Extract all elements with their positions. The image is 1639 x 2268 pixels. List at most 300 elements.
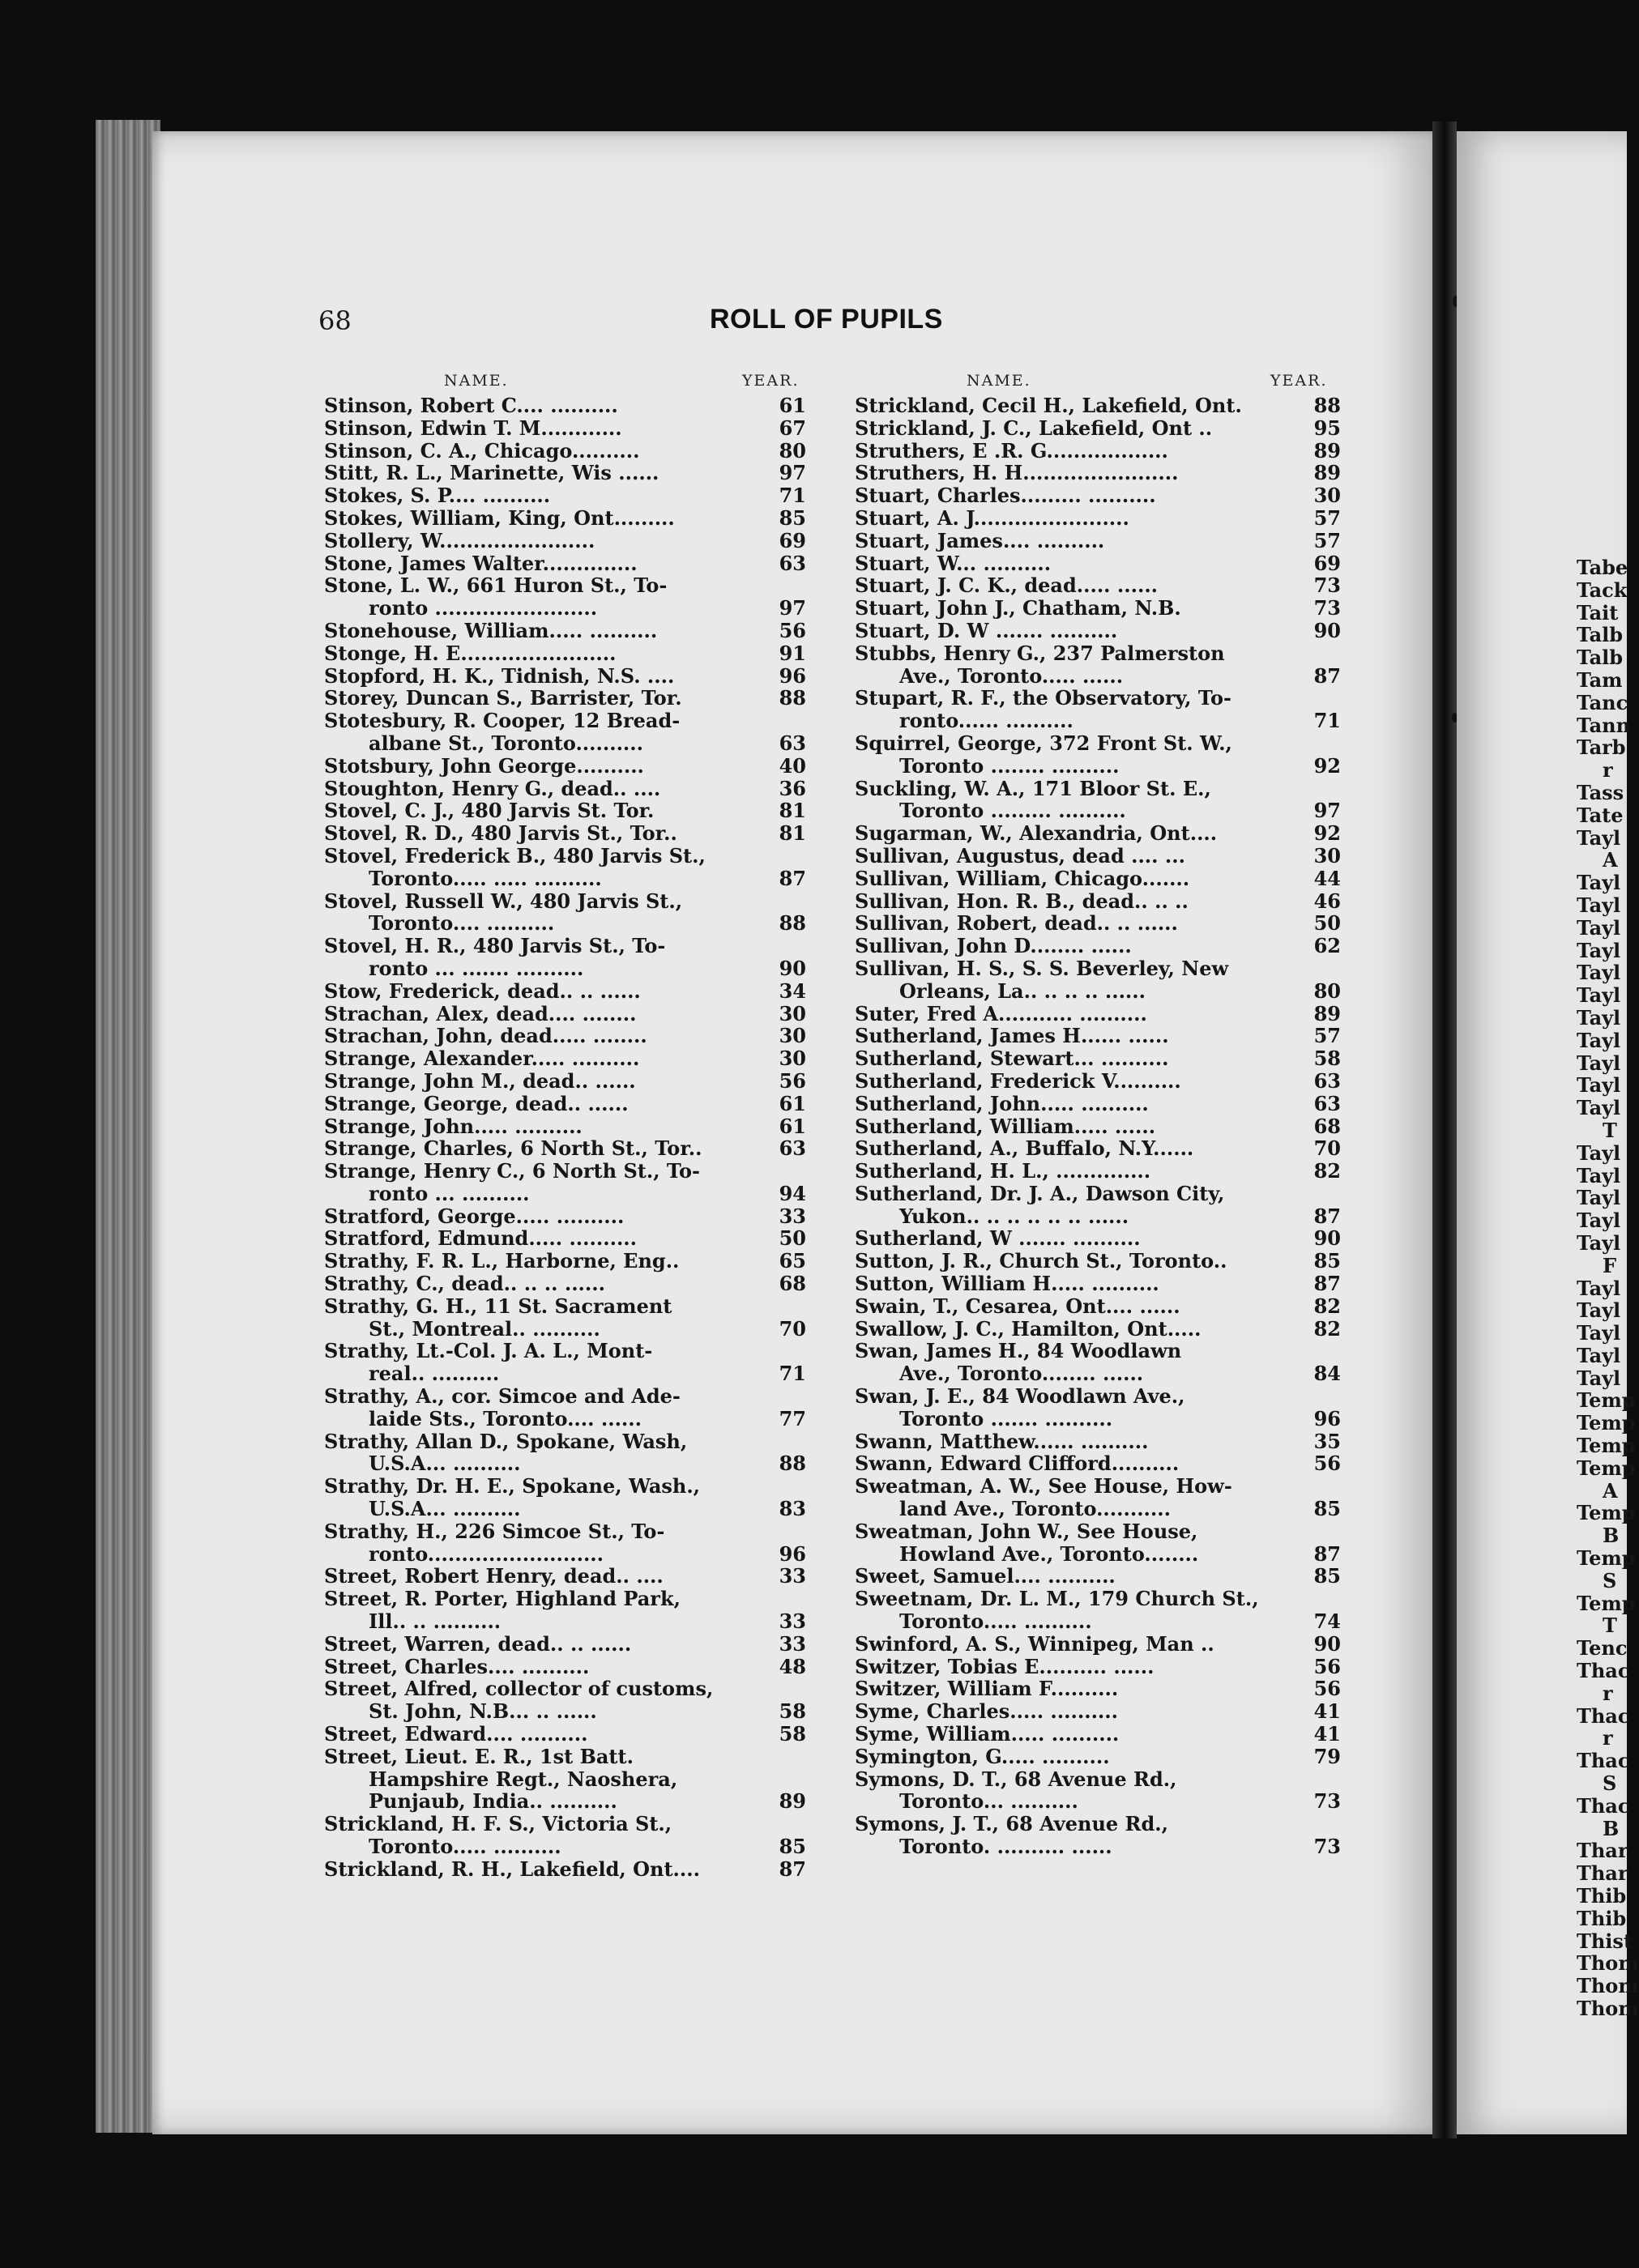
entry-year: 97 <box>1313 799 1341 823</box>
right-page-fragment: T <box>1603 1118 1617 1142</box>
right-page-fragment: Tabe <box>1577 556 1628 579</box>
right-page-fragment: Thib <box>1577 1906 1627 1930</box>
right-page-fragment: Tayl <box>1577 983 1621 1008</box>
roll-entry <box>324 935 806 980</box>
entry-year: 90 <box>1313 618 1341 642</box>
entry-name: Strathy, A., cor. Simcoe and Ade- laide Sts., Toronto.... ...... <box>324 1384 681 1430</box>
right-page-fragment: Tayl <box>1577 1366 1621 1390</box>
entry-year: 33 <box>779 1564 806 1588</box>
entry-name: Strange, John M., dead.. ...... <box>324 1068 636 1093</box>
entry-year: 85 <box>1313 1564 1341 1588</box>
entry-name: Strange, John..... .......... <box>324 1114 583 1138</box>
roll-entry <box>855 1746 1341 1768</box>
entry-name: Stone, L. W., 661 Huron St., To- ronto ........................ <box>324 573 668 620</box>
right-page-fragment: Thac <box>1577 1659 1630 1683</box>
roll-entry <box>324 687 806 710</box>
entry-name: Stubbs, Henry G., 237 Palmerston Ave., Toronto..... ...... <box>855 641 1225 688</box>
entry-year: 92 <box>1313 821 1341 846</box>
entry-name: Strickland, Cecil H., Lakefield, Ont. <box>855 394 1242 417</box>
entry-name: Stotsbury, John George.......... <box>324 753 644 778</box>
entry-name: Symons, J. T., 68 Avenue Rd., Toronto. .......... ...... <box>855 1812 1168 1858</box>
entry-name: Stratford, Edmund..... .......... <box>324 1226 638 1251</box>
right-page-fragment: Tayl <box>1577 1005 1621 1030</box>
middle-name-header: NAME. <box>967 372 1031 390</box>
entry-year: 41 <box>1313 1722 1341 1746</box>
roll-entry <box>324 1813 806 1858</box>
roll-entry <box>324 417 806 440</box>
right-page-fragment: Tenc <box>1577 1636 1628 1660</box>
entry-year: 96 <box>779 1541 806 1566</box>
entry-year: 71 <box>779 484 806 508</box>
right-page-fragment: Tayl <box>1577 1321 1621 1345</box>
entry-name: Stuart, A. J....................... <box>855 505 1129 530</box>
entry-year: 58 <box>779 1722 806 1746</box>
entry-year: 96 <box>779 663 806 688</box>
entry-year: 50 <box>779 1226 806 1251</box>
entry-name: Strathy, Lt.-Col. J. A. L., Mont- real.. .......... <box>324 1339 653 1386</box>
entry-year: 56 <box>1313 1452 1341 1476</box>
roll-entry <box>855 642 1341 688</box>
entry-name: Sutton, William H..... .......... <box>855 1272 1159 1296</box>
right-page-fragment: Tann <box>1577 713 1631 737</box>
roll-entry <box>855 1273 1341 1295</box>
entry-name: Strathy, F. R. L., Harborne, Eng.. <box>324 1249 680 1273</box>
roll-entry <box>324 890 806 936</box>
entry-name: Stokes, William, King, Ont......... <box>324 505 675 530</box>
right-page-fragment: Temp <box>1577 1456 1636 1480</box>
roll-entry <box>855 552 1341 575</box>
entry-year: 30 <box>1313 843 1341 868</box>
entry-name: Stonehouse, William..... .......... <box>324 618 658 642</box>
entry-year: 81 <box>779 799 806 823</box>
roll-entry <box>855 1183 1341 1228</box>
entry-name: Sutton, J. R., Church St., Toronto.. <box>855 1249 1227 1273</box>
roll-entry <box>855 957 1341 1003</box>
entry-name: Swain, T., Cesarea, Ont.... ...... <box>855 1294 1180 1318</box>
roll-entry <box>324 1160 806 1205</box>
entry-year: 67 <box>779 416 806 440</box>
roll-entry <box>324 1746 806 1813</box>
roll-entry <box>855 1633 1341 1656</box>
entry-year: 48 <box>779 1654 806 1678</box>
roll-entry <box>324 1115 806 1138</box>
entry-year: 68 <box>779 1272 806 1296</box>
roll-entry <box>855 1588 1341 1633</box>
right-page-fragment: Temp <box>1577 1501 1636 1525</box>
entry-year: 58 <box>779 1699 806 1724</box>
roll-entry <box>855 890 1341 913</box>
roll-entry <box>324 665 806 688</box>
entry-year: 65 <box>779 1249 806 1273</box>
entry-year: 81 <box>779 821 806 846</box>
entry-name: Sutherland, James H...... ...... <box>855 1024 1169 1048</box>
entry-name: Stinson, C. A., Chicago.......... <box>324 438 640 463</box>
roll-entry <box>855 1678 1341 1700</box>
entry-year: 73 <box>1313 1789 1341 1814</box>
entry-name: Sullivan, Augustus, dead .... ... <box>855 843 1185 868</box>
right-page-fragment: Thom <box>1577 1951 1639 1976</box>
entry-name: Sutherland, Frederick V.......... <box>855 1068 1181 1093</box>
roll-entry <box>855 574 1341 597</box>
roll-entry <box>324 822 806 845</box>
entry-year: 89 <box>1313 1001 1341 1025</box>
entry-name: Stitt, R. L., Marinette, Wis ...... <box>324 461 659 485</box>
right-page-fragment: S <box>1603 1771 1617 1796</box>
roll-entry <box>855 462 1341 484</box>
right-page-fragment: Tayl <box>1577 1140 1621 1165</box>
entry-name: Stokes, S. P.... .......... <box>324 484 551 508</box>
entry-name: Stratford, George..... .......... <box>324 1204 625 1228</box>
entry-year: 71 <box>1313 709 1341 733</box>
right-page-fragment: Talb <box>1577 623 1624 647</box>
right-page-fragment: Thom <box>1577 1974 1639 1998</box>
entry-year: 44 <box>1313 866 1341 890</box>
entry-name: Stovel, Frederick B., 480 Jarvis St., Toronto..... ..... .......... <box>324 843 706 890</box>
right-page-fragment: Tate <box>1577 803 1624 827</box>
entry-name: Strange, Alexander..... .......... <box>324 1047 640 1071</box>
entry-name: Sullivan, H. S., S. S. Beverley, New Orleans, La.. .. .. .. ...... <box>855 956 1229 1003</box>
page-title: ROLL OF PUPILS <box>710 304 943 335</box>
entry-name: Street, Lieut. E. R., 1st Batt. Hampshire Regt., Naoshera, Punjaub, India.. .......... <box>324 1744 678 1814</box>
roll-entry <box>324 552 806 575</box>
right-page-fragment: Thac <box>1577 1793 1630 1818</box>
roll-entry <box>324 574 806 620</box>
entry-year: 90 <box>779 956 806 980</box>
entry-year: 88 <box>779 1452 806 1476</box>
roll-entry <box>855 1565 1341 1588</box>
entry-year: 92 <box>1313 753 1341 778</box>
right-page-fragment: Temp <box>1577 1434 1636 1458</box>
roll-entry <box>324 1678 806 1723</box>
entry-year: 33 <box>779 1609 806 1634</box>
roll-entry <box>324 1093 806 1115</box>
entry-name: Symons, D. T., 68 Avenue Rd., Toronto... .......... <box>855 1767 1177 1814</box>
entry-name: Stovel, H. R., 480 Jarvis St., To- ronto ... ....... .......... <box>324 934 666 980</box>
entry-year: 30 <box>1313 484 1341 508</box>
right-page-fragment: Thom <box>1577 1997 1639 2020</box>
entry-name: Swan, J. E., 84 Woodlawn Ave., Toronto ....... .......... <box>855 1384 1185 1430</box>
right-page-fragment: Tayl <box>1577 1028 1621 1052</box>
roll-entry <box>324 1025 806 1047</box>
right-page-fragment: Tam <box>1577 667 1623 692</box>
entry-name: Stuart, John J., Chatham, N.B. <box>855 596 1181 620</box>
entry-name: Stopford, H. K., Tidnish, N.S. .... <box>324 663 675 688</box>
entry-name: Strachan, John, dead..... ........ <box>324 1024 647 1048</box>
entry-name: Syme, Charles..... .......... <box>855 1699 1118 1724</box>
entry-year: 63 <box>779 731 806 755</box>
entry-year: 36 <box>779 776 806 800</box>
right-page-fragment: Talb <box>1577 646 1624 670</box>
entry-name: Struthers, E .R. G.................. <box>855 438 1168 463</box>
entry-year: 69 <box>1313 551 1341 575</box>
right-page-fragment: r <box>1603 1726 1613 1750</box>
entry-name: Stinson, Edwin T. M............ <box>324 416 622 440</box>
entry-year: 95 <box>1313 416 1341 440</box>
entry-year: 85 <box>779 505 806 530</box>
right-page-fragment: Thar <box>1577 1861 1628 1886</box>
roll-entry <box>855 868 1341 890</box>
left-year-header: YEAR. <box>742 372 800 390</box>
entry-year: 73 <box>1313 573 1341 598</box>
entry-name: Sutherland, W ....... .......... <box>855 1226 1141 1251</box>
entry-year: 50 <box>1313 911 1341 936</box>
right-page-fragment: Tayl <box>1577 1230 1621 1255</box>
right-page-fragment: Tayl <box>1577 1276 1621 1300</box>
roll-entry <box>855 1318 1341 1341</box>
entry-year: 61 <box>779 1091 806 1115</box>
right-page-fragment: Tayl <box>1577 893 1621 917</box>
entry-year: 87 <box>779 1857 806 1881</box>
roll-entry <box>855 732 1341 778</box>
roll-entry <box>324 507 806 530</box>
right-page-fragment: Thist <box>1577 1929 1633 1953</box>
entry-name: Stuart, James.... .......... <box>855 528 1105 552</box>
right-page-fragment: Tayl <box>1577 961 1621 985</box>
right-page-fragment: Temp <box>1577 1388 1636 1413</box>
roll-entry <box>855 1520 1341 1566</box>
roll-entry <box>855 935 1341 957</box>
roll-entry <box>855 1656 1341 1678</box>
entry-year: 88 <box>1313 394 1341 417</box>
entry-year: 30 <box>779 1047 806 1071</box>
book-gutter <box>1432 122 1457 2138</box>
entry-year: 97 <box>779 461 806 485</box>
entry-year: 56 <box>779 618 806 642</box>
roll-entry <box>855 1430 1341 1453</box>
roll-entry <box>855 597 1341 620</box>
entry-name: Street, Edward.... .......... <box>324 1722 588 1746</box>
roll-entry <box>855 1452 1341 1475</box>
entry-year: 96 <box>1313 1406 1341 1430</box>
right-page <box>1457 131 1639 2134</box>
roll-entry <box>855 1723 1341 1746</box>
roll-entry <box>324 1273 806 1295</box>
entry-year: 68 <box>1313 1114 1341 1138</box>
entry-year: 34 <box>779 978 806 1003</box>
right-page-fragment: Thac <box>1577 1749 1630 1773</box>
entry-name: Strickland, R. H., Lakefield, Ont.... <box>324 1857 700 1881</box>
entry-name: Swann, Matthew...... .......... <box>855 1429 1149 1453</box>
entry-name: Syme, William..... .......... <box>855 1722 1120 1746</box>
right-page-fragment: Tayl <box>1577 1051 1621 1075</box>
roll-entry <box>855 417 1341 440</box>
roll-entry <box>855 1003 1341 1025</box>
roll-entry <box>324 1723 806 1746</box>
roll-entry <box>855 1025 1341 1047</box>
entry-year: 94 <box>779 1181 806 1205</box>
entry-year: 56 <box>779 1068 806 1093</box>
roll-entry <box>855 1093 1341 1115</box>
roll-entry <box>855 1160 1341 1183</box>
entry-year: 33 <box>779 1204 806 1228</box>
entry-year: 85 <box>1313 1249 1341 1273</box>
entry-name: Sutherland, John..... .......... <box>855 1091 1149 1115</box>
entry-year: 57 <box>1313 505 1341 530</box>
entry-name: Strange, Charles, 6 North St., Tor.. <box>324 1136 702 1161</box>
entry-name: Sweatman, John W., See House, Howland Ave., Toronto........ <box>855 1519 1199 1566</box>
entry-year: 35 <box>1313 1429 1341 1453</box>
entry-name: Strachan, Alex, dead.... ........ <box>324 1001 637 1025</box>
right-page-fragment: Thac <box>1577 1703 1630 1728</box>
entry-name: Sutherland, Dr. J. A., Dawson City, Yukon.. .. .. .. .. .. ...... <box>855 1181 1225 1228</box>
entry-name: Stovel, R. D., 480 Jarvis St., Tor.. <box>324 821 677 846</box>
roll-entry <box>855 687 1341 732</box>
roll-entry <box>324 1520 806 1566</box>
entry-name: Stupart, R. F., the Observatory, To- ronto...... .......... <box>855 686 1231 733</box>
roll-entry <box>855 1340 1341 1385</box>
entry-name: Sutherland, A., Buffalo, N.Y...... <box>855 1136 1194 1161</box>
right-page-fragment: Temp <box>1577 1546 1636 1571</box>
entry-year: 84 <box>1313 1362 1341 1386</box>
right-page-fragment: B <box>1603 1524 1620 1548</box>
entry-name: Swann, Edward Clifford.......... <box>855 1452 1180 1476</box>
roll-entry <box>324 642 806 665</box>
roll-entry <box>324 980 806 1003</box>
entry-year: 80 <box>779 438 806 463</box>
entry-year: 89 <box>1313 438 1341 463</box>
entry-year: 40 <box>779 753 806 778</box>
roll-entry <box>324 394 806 417</box>
entry-name: Stotesbury, R. Cooper, 12 Bread- albane St., Toronto.......... <box>324 709 681 755</box>
entry-year: 97 <box>779 596 806 620</box>
page-number: 68 <box>318 305 352 336</box>
roll-entry <box>855 1475 1341 1520</box>
entry-name: Strathy, C., dead.. .. .. ...... <box>324 1272 605 1296</box>
entry-name: Stovel, C. J., 480 Jarvis St. Tor. <box>324 799 655 823</box>
entry-year: 87 <box>1313 1204 1341 1228</box>
entry-year: 85 <box>779 1835 806 1858</box>
entry-name: Suter, Fred A........... .......... <box>855 1001 1147 1025</box>
roll-entry <box>324 1295 806 1341</box>
entry-name: Stuart, W... .......... <box>855 551 1052 575</box>
roll-entry <box>324 1588 806 1633</box>
entry-year: 41 <box>1313 1699 1341 1724</box>
right-page-fragment: Thar <box>1577 1839 1628 1863</box>
entry-name: Stollery, W....................... <box>324 528 595 552</box>
entry-year: 30 <box>779 1024 806 1048</box>
roll-entry <box>855 484 1341 507</box>
middle-year-header: YEAR. <box>1270 372 1328 390</box>
roll-entry <box>855 778 1341 823</box>
middle-column <box>855 394 1341 1858</box>
roll-entry <box>324 710 806 755</box>
entry-year: 56 <box>1313 1654 1341 1678</box>
roll-entry <box>855 1137 1341 1160</box>
right-page-fragment: F <box>1603 1253 1617 1277</box>
entry-year: 33 <box>779 1631 806 1656</box>
right-page-fragment: r <box>1603 758 1613 782</box>
right-page-fragment: Tayl <box>1577 1186 1621 1210</box>
right-page-fragment: Tarb <box>1577 735 1626 760</box>
entry-year: 46 <box>1313 889 1341 913</box>
roll-entry <box>855 620 1341 642</box>
right-page-fragment: Tayl <box>1577 825 1621 850</box>
roll-entry <box>324 1565 806 1588</box>
roll-entry <box>855 1813 1341 1858</box>
roll-entry <box>855 845 1341 868</box>
entry-name: Stoughton, Henry G., dead.. .... <box>324 776 661 800</box>
roll-entry <box>324 845 806 890</box>
right-page-fragment: Tayl <box>1577 938 1621 962</box>
entry-name: Sugarman, W., Alexandria, Ont.... <box>855 821 1218 846</box>
entry-name: Strathy, H., 226 Simcoe St., To- ronto.......................... <box>324 1519 665 1566</box>
entry-name: Stow, Frederick, dead.. .. ...... <box>324 978 641 1003</box>
entry-year: 30 <box>779 1001 806 1025</box>
entry-name: Strathy, G. H., 11 St. Sacrament St., Montreal.. .......... <box>324 1294 672 1341</box>
entry-year: 89 <box>779 1789 806 1814</box>
entry-name: Switzer, Tobias E.......... ...... <box>855 1654 1155 1678</box>
right-page-fragment: Tass <box>1577 780 1624 804</box>
roll-entry <box>324 1430 806 1476</box>
entry-year: 69 <box>779 528 806 552</box>
entry-year: 87 <box>1313 1541 1341 1566</box>
entry-name: Sullivan, William, Chicago....... <box>855 866 1190 890</box>
right-page-fragment: A <box>1603 1478 1618 1503</box>
entry-year: 61 <box>779 394 806 417</box>
entry-name: Sweatman, A. W., See House, How- land Ave., Toronto........... <box>855 1474 1232 1521</box>
entry-name: Stone, James Walter.............. <box>324 551 638 575</box>
entry-name: Sullivan, John D........ ...... <box>855 934 1132 958</box>
entry-name: Stonge, H. E....................... <box>324 641 617 665</box>
entry-year: 70 <box>779 1316 806 1341</box>
roll-entry <box>324 1858 806 1881</box>
roll-entry <box>324 484 806 507</box>
roll-entry <box>324 755 806 778</box>
right-page-fragments <box>1577 556 1639 2020</box>
entry-year: 63 <box>1313 1091 1341 1115</box>
right-page-fragment: Tayl <box>1577 1163 1621 1187</box>
entry-year: 88 <box>779 911 806 936</box>
roll-entry <box>324 1385 806 1430</box>
roll-entry <box>855 1115 1341 1138</box>
entry-year: 73 <box>1313 596 1341 620</box>
right-page-fragment: Tayl <box>1577 1096 1621 1120</box>
entry-name: Sullivan, Robert, dead.. .. ...... <box>855 911 1178 936</box>
entry-name: Sutherland, H. L., .............. <box>855 1159 1151 1183</box>
entry-name: Switzer, William F.......... <box>855 1677 1119 1701</box>
entry-year: 57 <box>1313 528 1341 552</box>
roll-entry <box>324 1227 806 1250</box>
entry-year: 70 <box>1313 1136 1341 1161</box>
entry-name: Struthers, H. H....................... <box>855 461 1179 485</box>
entry-year: 73 <box>1313 1835 1341 1858</box>
roll-entry <box>324 1633 806 1656</box>
entry-year: 56 <box>1313 1677 1341 1701</box>
roll-entry <box>855 1385 1341 1430</box>
roll-entry <box>855 1295 1341 1318</box>
entry-name: Storey, Duncan S., Barrister, Tor. <box>324 686 682 710</box>
roll-entry <box>855 507 1341 530</box>
entry-year: 82 <box>1313 1294 1341 1318</box>
entry-name: Sweetnam, Dr. L. M., 179 Church St., Toronto..... .......... <box>855 1587 1259 1634</box>
entry-name: Strathy, Allan D., Spokane, Wash, U.S.A... .......... <box>324 1429 688 1476</box>
roll-entry <box>855 530 1341 552</box>
roll-entry <box>324 1070 806 1093</box>
roll-entry <box>855 1227 1341 1250</box>
right-page-fragment: Tayl <box>1577 1298 1621 1323</box>
entry-name: Strange, George, dead.. ...... <box>324 1091 629 1115</box>
entry-year: 89 <box>1313 461 1341 485</box>
entry-name: Street, Warren, dead.. .. ...... <box>324 1631 632 1656</box>
entry-year: 90 <box>1313 1631 1341 1656</box>
entry-name: Swan, James H., 84 Woodlawn Ave., Toronto........ ...... <box>855 1339 1182 1386</box>
entry-year: 57 <box>1313 1024 1341 1048</box>
entry-year: 90 <box>1313 1226 1341 1251</box>
entry-year: 61 <box>779 1114 806 1138</box>
roll-entry <box>855 822 1341 845</box>
roll-entry <box>855 912 1341 935</box>
right-page-fragment: Tayl <box>1577 1073 1621 1098</box>
